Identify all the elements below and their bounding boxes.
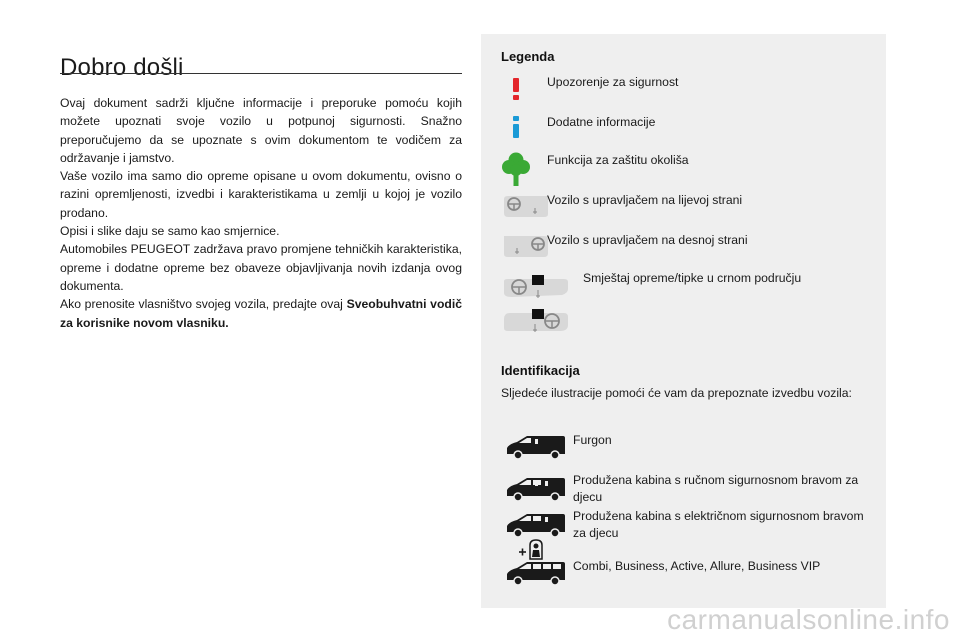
dashboard-location-icon <box>502 273 570 301</box>
page-title: Dobro došli <box>60 54 184 82</box>
legend-label: Funkcija za zaštitu okoliša <box>547 153 689 167</box>
legend-heading: Legenda <box>501 49 555 64</box>
intro-paragraph: Opisi i slike daju se samo kao smjernice. <box>60 224 280 239</box>
vehicle-label: Produžena kabina s električnom sigurnosnom bravom za djecu <box>573 509 864 540</box>
eco-icon <box>502 152 530 186</box>
intro-transfer-text: Ako prenosite vlasništvo svojeg vozila, predajte ovaj <box>60 297 347 312</box>
intro-text <box>60 94 462 332</box>
legend-item-rhd <box>481 232 886 262</box>
legend-label: Upozorenje za sigurnost <box>547 75 679 89</box>
intro-paragraph <box>60 295 462 332</box>
lhd-icon <box>502 194 550 218</box>
vehicle-label: Produžena kabina s ručnom sigurnosnom bravom za djecu <box>573 473 859 504</box>
legend-panel <box>481 34 886 608</box>
guide-emphasis: Sveobuhvatni vodič za korisnike novom vlasniku. <box>60 297 462 330</box>
identification-heading: Identifikacija <box>501 363 580 378</box>
legend-item-dashboard-location <box>481 270 886 336</box>
van-icon <box>505 434 567 460</box>
vehicle-item-combi <box>481 558 886 588</box>
extended-cab-icon <box>505 476 567 502</box>
extended-cab-electric-icon <box>505 512 567 538</box>
watermark: carmanualsonline.info <box>667 604 950 635</box>
vehicle-item-extended-cab <box>481 472 886 506</box>
vehicle-label: Furgon <box>573 433 612 447</box>
vehicle-item-extended-cab-electric <box>481 508 886 562</box>
legend-label: Smještaj opreme/tipke u crnom području <box>583 271 802 285</box>
info-icon <box>510 116 522 138</box>
legend-item-info <box>481 114 886 144</box>
combi-icon <box>505 560 567 586</box>
legend-item-lhd <box>481 192 886 222</box>
legend-label: Vozilo s upravljačem na desnoj strani <box>547 233 748 247</box>
rhd-icon <box>502 234 550 258</box>
child-lock-icon <box>517 538 547 560</box>
legend-item-eco <box>481 152 886 188</box>
intro-paragraph: Automobiles PEUGEOT zadržava pravo promjene tehničkih karakteristika, opreme i dodatne opreme bez obaveze objavljivanja novih izdanja ovog dokumenta. <box>60 242 462 293</box>
intro-paragraph: Vaše vozilo ima samo dio opreme opisane u ovom dokumentu, ovisno o razini opremljenosti, izvedbi i karakteristikama u zemlji u kojoj je vozilo prodano. <box>60 169 462 220</box>
legend-label: Dodatne informacije <box>547 115 656 129</box>
intro-paragraph: Ovaj dokument sadrži ključne informacije i preporuke pomoću kojih možete upoznati svoje vozilo u potpunoj sigurnosti. Snažno preporučujemo da se upoznate s ovim dokumentom te vodičem za održavanje i jamstvo. <box>60 96 462 165</box>
warning-icon <box>510 78 522 100</box>
dashboard-location-icon <box>502 307 570 335</box>
vehicle-item-van <box>481 432 886 462</box>
legend-item-warning <box>481 74 886 104</box>
legend-label: Vozilo s upravljačem na lijevoj strani <box>547 193 743 207</box>
vehicle-label: Combi, Business, Active, Allure, Business VIP <box>573 559 821 573</box>
title-divider <box>60 73 462 74</box>
identification-subtitle: Sljedeće ilustracije pomoći će vam da prepoznate izvedbu vozila: <box>501 386 852 400</box>
